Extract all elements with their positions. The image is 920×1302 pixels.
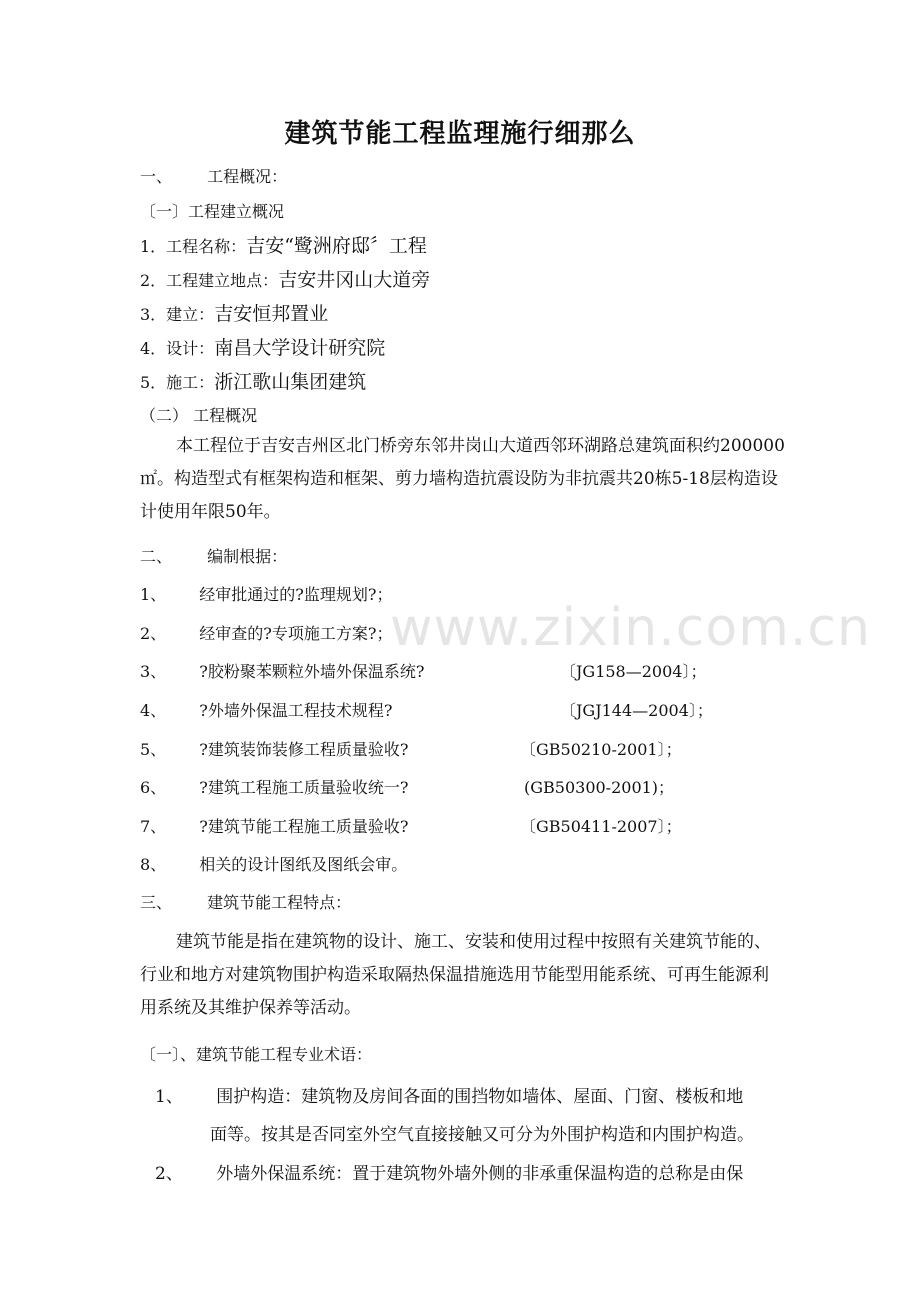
basis-item-6 <box>140 775 408 798</box>
document-title: 建筑节能工程监理施行细那么 <box>284 119 636 149</box>
basis-number: 8、 <box>140 855 167 874</box>
basis-item-5 <box>140 737 408 760</box>
item-label: 4．设计： <box>140 339 215 358</box>
term-item-1-continued: 面等。按其是否同室外空气直接接触又可分为外围护构造和内围护构造。 <box>210 1125 754 1145</box>
project-item-5 <box>140 367 366 394</box>
feature-paragraph: 建筑节能是指在建筑物的设计、施工、安装和使用过程中按照有关建筑节能的、行业和地方对建筑物围护构造采取隔热保温措施选用节能型用能系统、可再生能源利用系统及其维护保养等活动。 <box>140 932 771 1018</box>
section-number: 一、 <box>140 167 173 186</box>
project-item-1 <box>140 231 427 258</box>
basis-item-7 <box>140 814 408 837</box>
basis-number: 3、 <box>140 662 167 681</box>
item-value: 吉安“鹭洲府邸〞工程 <box>246 235 427 257</box>
item-value: 南昌大学设计研究院 <box>214 337 386 359</box>
item-value: 浙江歌山集团建筑 <box>214 371 367 393</box>
basis-ref-5: 〔GB50210-2001〕； <box>520 740 682 759</box>
basis-text: ?建筑工程施工质量验收统一? <box>199 778 409 797</box>
basis-text: ?胶粉聚苯颗粒外墙外保温系统? <box>199 662 425 681</box>
basis-text: ?外墙外保温工程技术规程? <box>199 701 393 720</box>
subsection-heading-3: 〔一〕、建筑节能工程专业术语： <box>140 1045 373 1064</box>
term-line-1: 外墙外保温系统：置于建筑物外墙外侧的非承重保温构造的总称是由保 <box>216 1164 744 1184</box>
section-heading-2 <box>140 544 287 567</box>
basis-ref-7: 〔GB50411-2007〕； <box>520 817 682 836</box>
item-label: 3．建立： <box>140 305 215 324</box>
basis-number: 6、 <box>140 778 167 797</box>
basis-ref-4: 〔JGJ144—2004〕； <box>560 701 713 720</box>
project-item-2 <box>140 265 430 292</box>
basis-text: 相关的设计图纸及图纸会审。 <box>199 855 408 874</box>
item-value: 吉安井冈山大道旁 <box>278 269 431 291</box>
item-label: 1．工程名称： <box>140 237 247 256</box>
section-number: 三、 <box>140 893 173 912</box>
project-item-4 <box>140 333 385 360</box>
section-label: 编制根据： <box>207 547 288 566</box>
basis-text: 经审查的?专项施工方案?； <box>199 624 393 643</box>
basis-item-1 <box>140 582 392 605</box>
basis-ref-6: (GB50300-2001)； <box>524 778 675 797</box>
section-label: 工程概况： <box>207 167 288 186</box>
basis-item-2 <box>140 621 392 644</box>
section-number: 二、 <box>140 547 173 566</box>
item-label: 5．施工： <box>140 373 215 392</box>
project-item-3 <box>140 299 328 326</box>
basis-number: 2、 <box>140 624 167 643</box>
item-label: 2．工程建立地点： <box>140 271 279 290</box>
term-number: 1、 <box>155 1087 183 1107</box>
basis-number: 1、 <box>140 585 167 604</box>
basis-item-4 <box>140 698 392 721</box>
basis-text: 经审批通过的?监理规划?； <box>199 585 393 604</box>
basis-item-8 <box>140 852 407 875</box>
basis-number: 4、 <box>140 701 167 720</box>
section-heading-1 <box>140 164 287 187</box>
term-item-2 <box>155 1159 743 1184</box>
subsection-heading-1: 〔一〕工程建立概况 <box>140 202 285 221</box>
section-heading-3 <box>140 890 351 913</box>
basis-text: ?建筑节能工程施工质量验收? <box>199 817 409 836</box>
overview-paragraph: 本工程位于吉安吉州区北门桥旁东邻井岗山大道西邻环湖路总建筑面积约200000㎡。构造型式有框架构造和框架、剪力墙构造抗震设防为非抗震共20栋5-18层构造设计使用年限50年。 <box>140 436 785 522</box>
basis-text: ?建筑装饰装修工程质量验收? <box>199 740 409 759</box>
subsection-heading-2: （二） 工程概况 <box>140 406 258 425</box>
basis-number: 7、 <box>140 817 167 836</box>
item-value: 吉安恒邦置业 <box>214 303 329 325</box>
term-item-1 <box>155 1082 743 1107</box>
basis-number: 5、 <box>140 740 167 759</box>
basis-ref-3: 〔JG158—2004〕； <box>560 662 707 681</box>
watermark: www.zixin.com.cn <box>390 598 871 658</box>
section-label: 建筑节能工程特点： <box>207 893 352 912</box>
term-number: 2、 <box>155 1164 183 1184</box>
basis-item-3 <box>140 659 424 682</box>
term-line-1: 围护构造：建筑物及房间各面的围挡物如墙体、屋面、门窗、楼板和地 <box>216 1087 744 1107</box>
